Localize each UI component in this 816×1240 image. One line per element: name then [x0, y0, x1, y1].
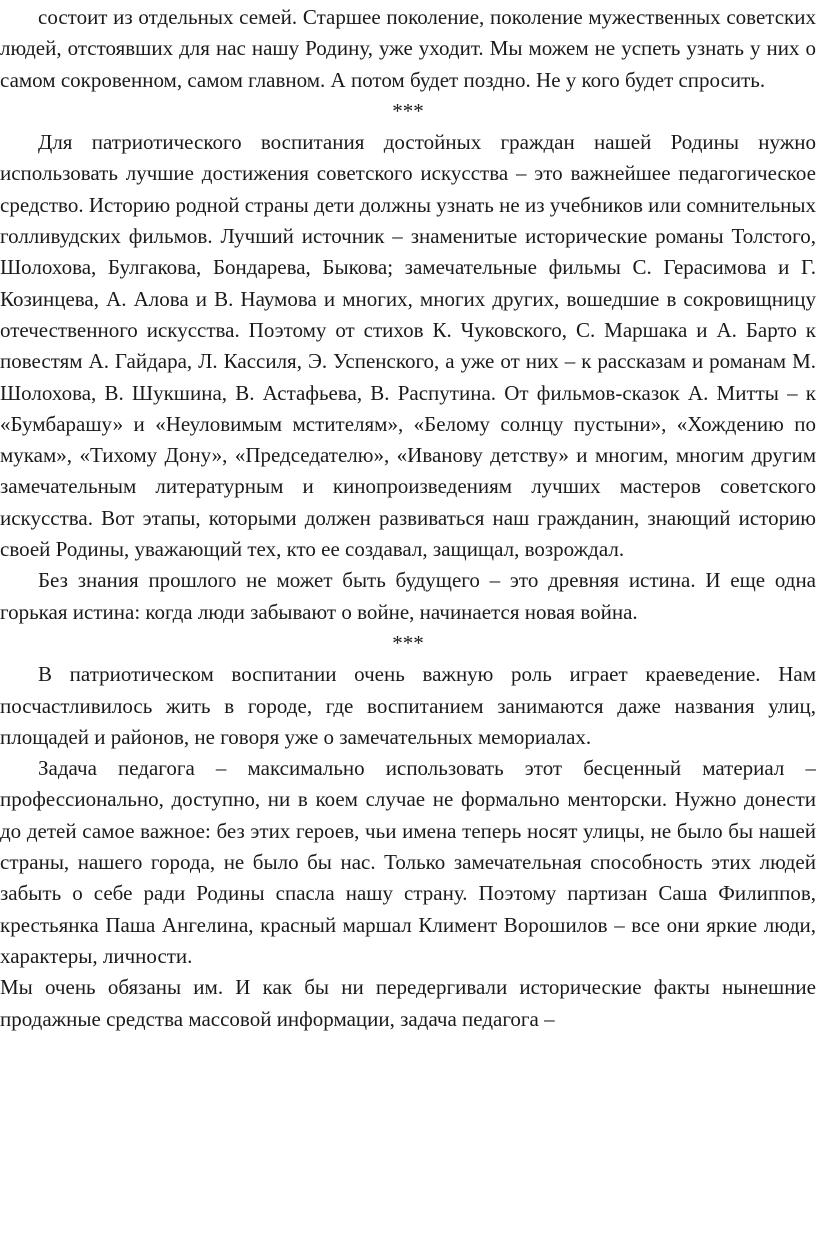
paragraph-teacher-task: Задача педагога – максимально использовать этот бесценный материал – профессионально, доступно, ни в коем случае не формально менторски. Нужно донести до детей самое важное: без этих героев, чьи имена теперь носят улицы, не было бы нашей страны, нашего города, не было бы нас. Только замечательная способность этих людей забыть о себе ради Родины спасла нашу страну. Поэтому партизан Саша Филиппов, крестьянка Паша Ангелина, красный маршал Климент Ворошилов – все они яркие люди, характеры, личности.	[0, 756, 816, 968]
paragraph-obligation: Мы очень обязаны им. И как бы ни передергивали исторические факты нынешние продажные средства массовой информации, задача педагога –	[0, 975, 816, 1031]
paragraph-continuation: состоит из отдельных семей. Старшее поколение, поколение мужественных советских людей, отстоявших для нас нашу Родину, уже уходит. Мы можем не успеть узнать у них о самом сокровенном, самом главном. А потом будет поздно. Не у кого будет спросить.	[0, 5, 816, 92]
section-separator: ***	[392, 630, 424, 655]
paragraph-past-and-future: Без знания прошлого не может быть будущего – это древняя истина. И еще одна горькая истина: когда люди забывают о войне, начинается новая война.	[0, 568, 816, 624]
paragraph-soviet-art: Для патриотического воспитания достойных граждан нашей Родины нужно использовать лучшие достижения советского искусства – это важнейшее педагогическое средство. Историю родной страны дети должны узнать не из учебников или сомнительных голливудских фильмов. Лучший источник – знаменитые исторические романы Толстого, Шолохова, Булгакова, Бондарева, Быкова; замечательные фильмы С. Герасимова и Г. Козинцева, А. Алова и В. Наумова и многих, многих других, вошедшие в сокровищницу отечественного искусства. Поэтому от стихов К. Чуковского, С. Маршака и А. Барто к повестям А. Гайдара, Л. Кассиля, Э. Успенского, а уже от них – к рассказам и романам М. Шолохова, В. Шукшина, В. Астафьева, В. Распутина. От фильмов-сказок А. Митты – к «Бумбарашу» и «Неуловимым мстителям», «Белому солнцу пустыни», «Хождению по мукам», «Тихому Дону», «Председателю», «Иванову детству» и многим, многим другим замечательным литературным и кинопроизведениям лучших мастеров советского искусства. Вот этапы, которыми должен развиваться наш гражданин, знающий историю своей Родины, уважающий тех, кто ее создавал, защищал, возрождал.	[0, 130, 816, 562]
paragraph-local-history: В патриотическом воспитании очень важную роль играет краеведение. Нам посчастливилось жить в городе, где воспитанием занимаются даже названия улиц, площадей и районов, не говоря уже о замечательных мемориалах.	[0, 662, 816, 749]
section-separator: ***	[392, 98, 424, 123]
